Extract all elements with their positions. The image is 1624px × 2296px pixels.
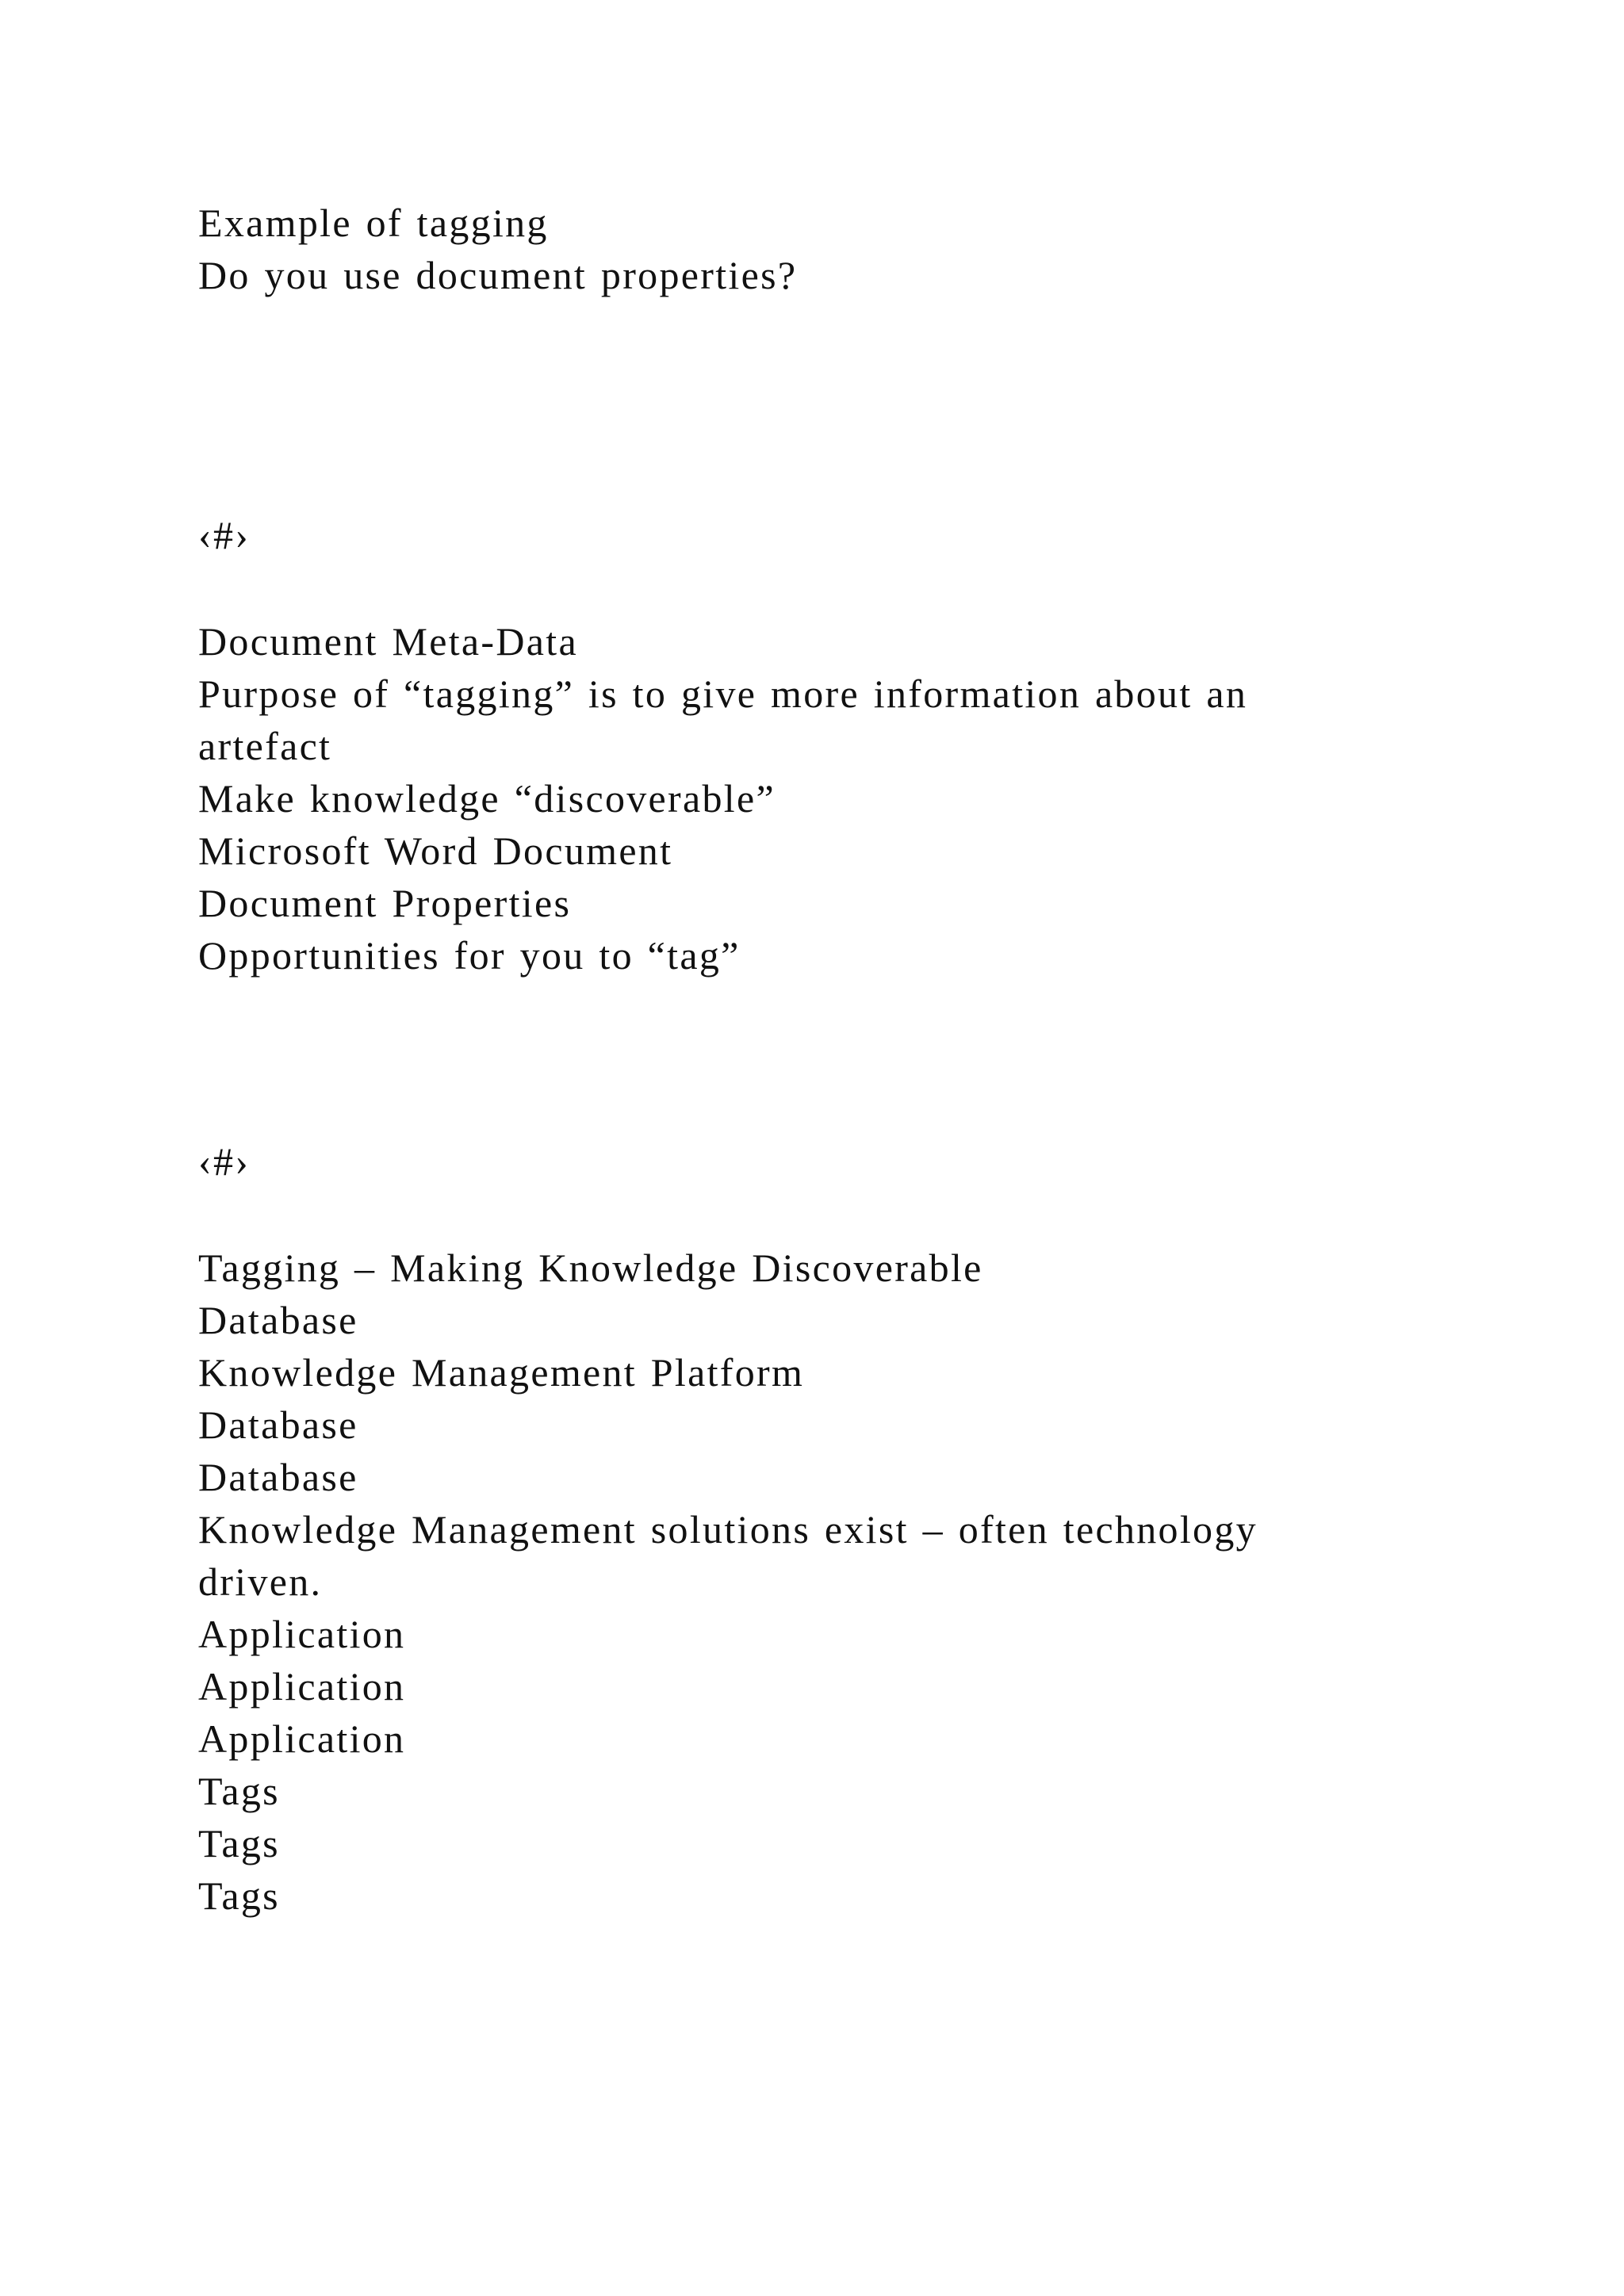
slide-number-placeholder: ‹#› (198, 513, 251, 557)
text-line: Microsoft Word Document (198, 828, 673, 873)
text-line: Purpose of “tagging” is to give more information about an (198, 672, 1248, 716)
section-tagging-making-knowledge-discoverable (198, 1242, 1546, 1922)
text-line: Database (198, 1298, 358, 1342)
text-line: Tags (198, 1769, 280, 1813)
text-line: Tags (198, 1821, 280, 1866)
text-line: Make knowledge “discoverable” (198, 776, 776, 821)
heading-tagging-making-knowledge-discoverable: Tagging – Making Knowledge Discoverable (198, 1246, 983, 1290)
section-example-of-tagging (198, 197, 1546, 301)
text-line: artefact (198, 724, 332, 768)
text-line: Document Properties (198, 881, 572, 925)
text-line: Application (198, 1664, 406, 1709)
text-line: Opportunities for you to “tag” (198, 933, 741, 978)
heading-document-meta-data: Document Meta-Data (198, 619, 578, 664)
text-line: Application (198, 1716, 406, 1761)
section-document-meta-data (198, 615, 1546, 982)
heading-example-of-tagging: Example of tagging (198, 201, 549, 245)
text-line: Database (198, 1455, 358, 1499)
text-line: Knowledge Management Platform (198, 1350, 805, 1395)
text-line: Tags (198, 1873, 280, 1918)
slide-number-placeholder: ‹#› (198, 1139, 251, 1184)
text-line: Do you use document properties? (198, 253, 798, 297)
text-line: Application (198, 1612, 406, 1656)
text-line: driven. (198, 1559, 323, 1604)
text-line: Database (198, 1402, 358, 1447)
text-line: Knowledge Management solutions exist – often technology (198, 1507, 1258, 1552)
